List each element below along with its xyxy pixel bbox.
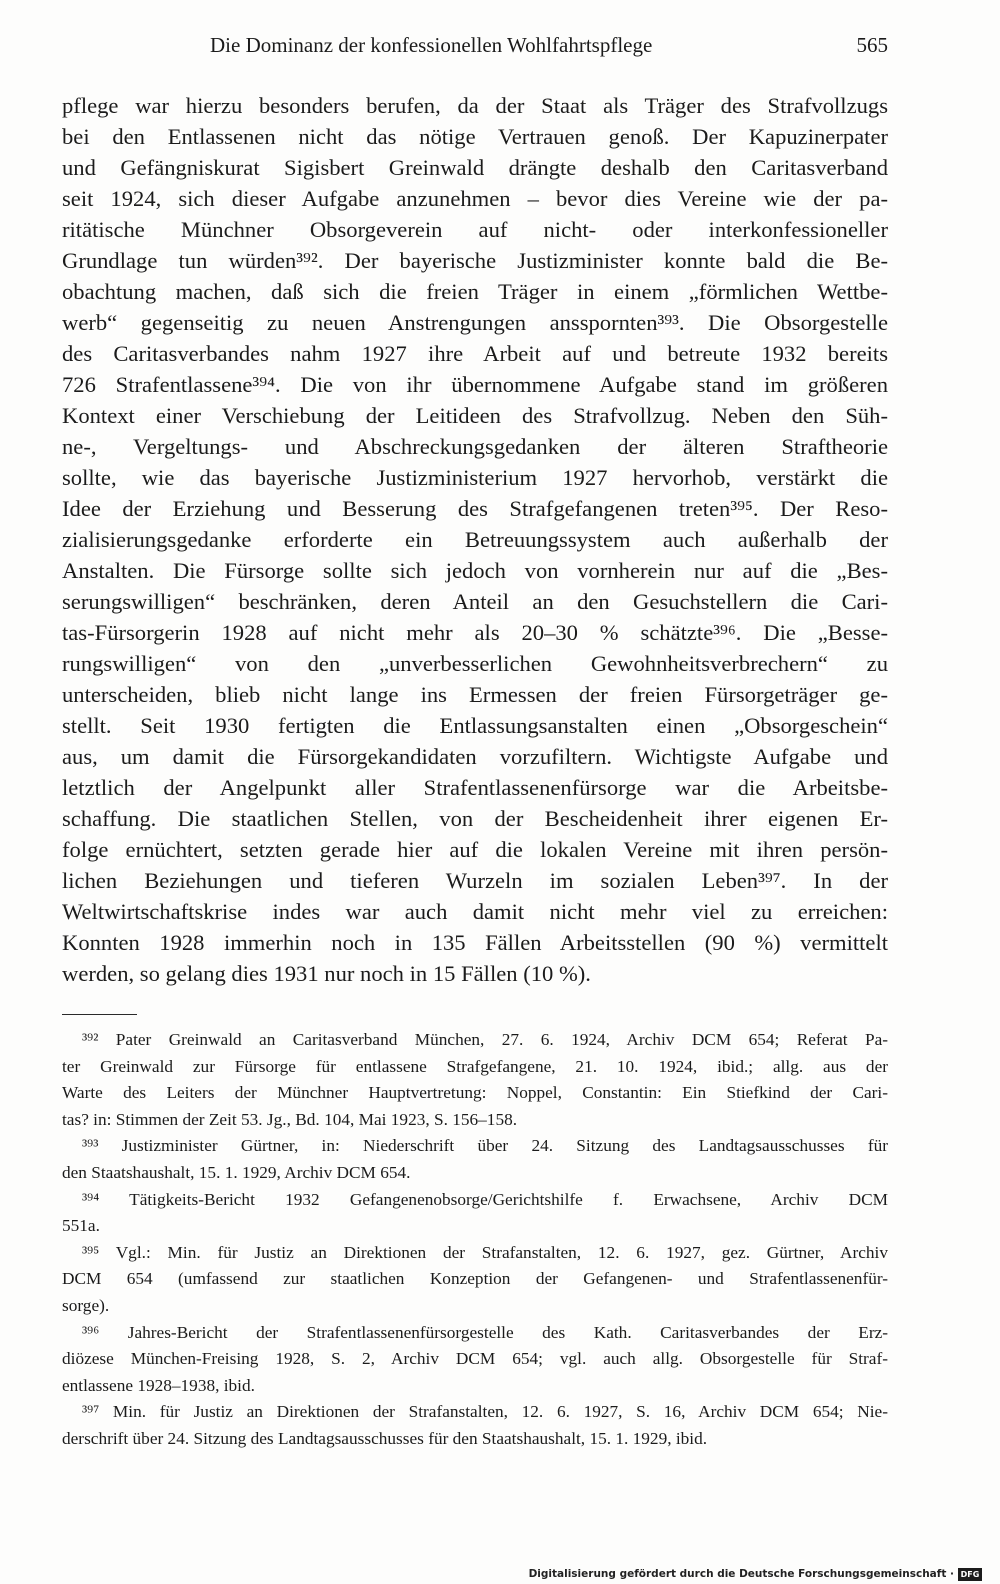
page-number: 565 (856, 33, 888, 57)
running-title: Die Dominanz der konfessionellen Wohlfahrtspflege (210, 33, 653, 57)
footnote-line: ter Greinwald zur Fürsorge für entlassene Strafgefangene, 21. 10. 1924, ibid.; allg. aus der (62, 1056, 888, 1076)
footnote-line: 551a. (62, 1216, 100, 1236)
body-line: schaffung. Die staatlichen Stellen, von der Bescheidenheit ihrer eigenen Er- (62, 806, 888, 831)
body-line: werb“ gegenseitig zu neuen Anstrengungen ansspornten³⁹³. Die Obsorgestelle (62, 310, 888, 335)
body-line: 726 Strafentlassene³⁹⁴. Die von ihr übernommene Aufgabe stand im größeren (62, 372, 888, 397)
footnote-line: ³⁹⁴ Tätigkeits-Bericht 1932 Gefangenenobsorge/Gerichtshilfe f. Erwachsene, Archiv DCM (82, 1189, 888, 1209)
footnotes (62, 1027, 888, 1453)
footnote-line: Warte des Leiters der Münchner Hauptvertretung: Noppel, Constantin: Ein Stiefkind der Cari- (62, 1083, 888, 1103)
dfg-logo-icon: DFG (958, 1568, 982, 1581)
body-line: aus, um damit die Fürsorgekandidaten vorzufiltern. Wichtigste Aufgabe und (62, 744, 888, 769)
body-line: ne-, Vergeltungs- und Abschreckungsgedanken der älteren Straftheorie (62, 434, 888, 459)
body-line: ritätische Münchner Obsorgeverein auf nicht- oder interkonfessioneller (62, 217, 888, 242)
footnote-line: ³⁹³ Justizminister Gürtner, in: Niederschrift über 24. Sitzung des Landtagsausschusses für (82, 1136, 888, 1156)
body-line: sollte, wie das bayerische Justizministerium 1927 hervorhob, verstärkt die (62, 465, 888, 490)
body-line: zialisierungsgedanke erforderte ein Betreuungssystem auch außerhalb der (62, 527, 888, 552)
body-line: Idee der Erziehung und Besserung des Strafgefangenen treten³⁹⁵. Der Reso- (62, 496, 888, 521)
body-line: rungswilligen“ von den „unverbesserlichen Gewohnheitsverbrechern“ zu (62, 651, 888, 676)
footnote-line: sorge). (62, 1295, 110, 1315)
body-line: stellt. Seit 1930 fertigten die Entlassungsanstalten einen „Obsorgeschein“ (62, 713, 888, 738)
body-line: des Caritasverbandes nahm 1927 ihre Arbeit auf und betreute 1932 bereits (62, 341, 888, 366)
body-line: unterscheiden, blieb nicht lange ins Ermessen der freien Fürsorgeträger ge- (62, 682, 888, 707)
digitization-credit (529, 1568, 954, 1580)
footnote-line: ³⁹⁷ Min. für Justiz an Direktionen der Strafanstalten, 12. 6. 1927, S. 16, Archiv DCM 654; Nie- (82, 1402, 888, 1422)
body-line: Weltwirtschaftskrise indes war auch damit nicht mehr viel zu erreichen: (62, 899, 888, 924)
body-line: Kontext einer Verschiebung der Leitideen des Strafvollzug. Neben den Süh- (62, 403, 888, 428)
footnote-line: derschrift über 24. Sitzung des Landtagsausschusses für den Staatshaushalt, 15. 1. 1929, ibid. (62, 1428, 708, 1448)
footnote-line: ³⁹² Pater Greinwald an Caritasverband München, 27. 6. 1924, Archiv DCM 654; Referat Pa- (82, 1030, 888, 1049)
body-line: tas-Fürsorgerin 1928 auf nicht mehr als 20–30 % schätzte³⁹⁶. Die „Besse- (62, 620, 888, 645)
body-line: bei den Entlassenen nicht das nötige Vertrauen genoß. Der Kapuzinerpater (62, 124, 888, 149)
body-line: Grundlage tun würden³⁹². Der bayerische Justizminister konnte bald die Be- (62, 248, 888, 273)
footnote-line: diözese München-Freising 1928, S. 2, Archiv DCM 654; vgl. auch allg. Obsorgestelle für Straf- (62, 1349, 888, 1369)
body-line: seit 1924, sich dieser Aufgabe anzunehmen – bevor dies Vereine wie der pa- (62, 186, 888, 211)
body-line: Konnten 1928 immerhin noch in 135 Fällen Arbeitsstellen (90 %) vermittelt (62, 930, 888, 955)
body-line: Anstalten. Die Fürsorge sollte sich jedoch von vornherein nur auf die „Bes- (62, 558, 888, 583)
footnote-line: DCM 654 (umfassend zur staatlichen Konzeption der Gefangenen- und Strafentlassenenfür- (62, 1269, 888, 1289)
body-line: pflege war hierzu besonders berufen, da der Staat als Träger des Strafvollzugs (62, 93, 888, 118)
running-head (62, 30, 888, 60)
footnote-line: den Staatshaushalt, 15. 1. 1929, Archiv DCM 654. (62, 1162, 411, 1182)
body-line: serungswilligen“ beschränken, deren Anteil an den Gesuchstellern die Cari- (62, 589, 888, 614)
body-line: folge ernüchtert, setzten gerade hier auf die lokalen Vereine mit ihren persön- (62, 837, 888, 862)
footnote-line: ³⁹⁵ Vgl.: Min. für Justiz an Direktionen der Strafanstalten, 12. 6. 1927, gez. Gürtner, Archiv (82, 1242, 888, 1262)
body-line: obachtung machen, daß sich die freien Träger in einem „förmlichen Wettbe- (62, 279, 888, 304)
footnote-line: tas? in: Stimmen der Zeit 53. Jg., Bd. 104, Mai 1923, S. 156–158. (62, 1109, 518, 1129)
footnote-line: entlassene 1928–1938, ibid. (62, 1375, 255, 1395)
body-line: letztlich der Angelpunkt aller Strafentlassenenfürsorge war die Arbeitsbe- (62, 775, 888, 800)
body-line: werden, so gelang dies 1931 nur noch in 15 Fällen (10 %). (62, 961, 591, 986)
body-text (62, 90, 888, 989)
body-line: und Gefängniskurat Sigisbert Greinwald drängte deshalb den Caritasverband (62, 155, 888, 180)
footnote-separator (62, 1014, 137, 1015)
body-line: lichen Beziehungen und tieferen Wurzeln im sozialen Leben³⁹⁷. In der (62, 868, 888, 893)
footnote-line: ³⁹⁶ Jahres-Bericht der Strafentlassenenfürsorgestelle des Kath. Caritasverbandes der Erz- (82, 1322, 888, 1342)
credit-text: Digitalisierung gefördert durch die Deutsche Forschungsgemeinschaft · (528, 1568, 954, 1580)
